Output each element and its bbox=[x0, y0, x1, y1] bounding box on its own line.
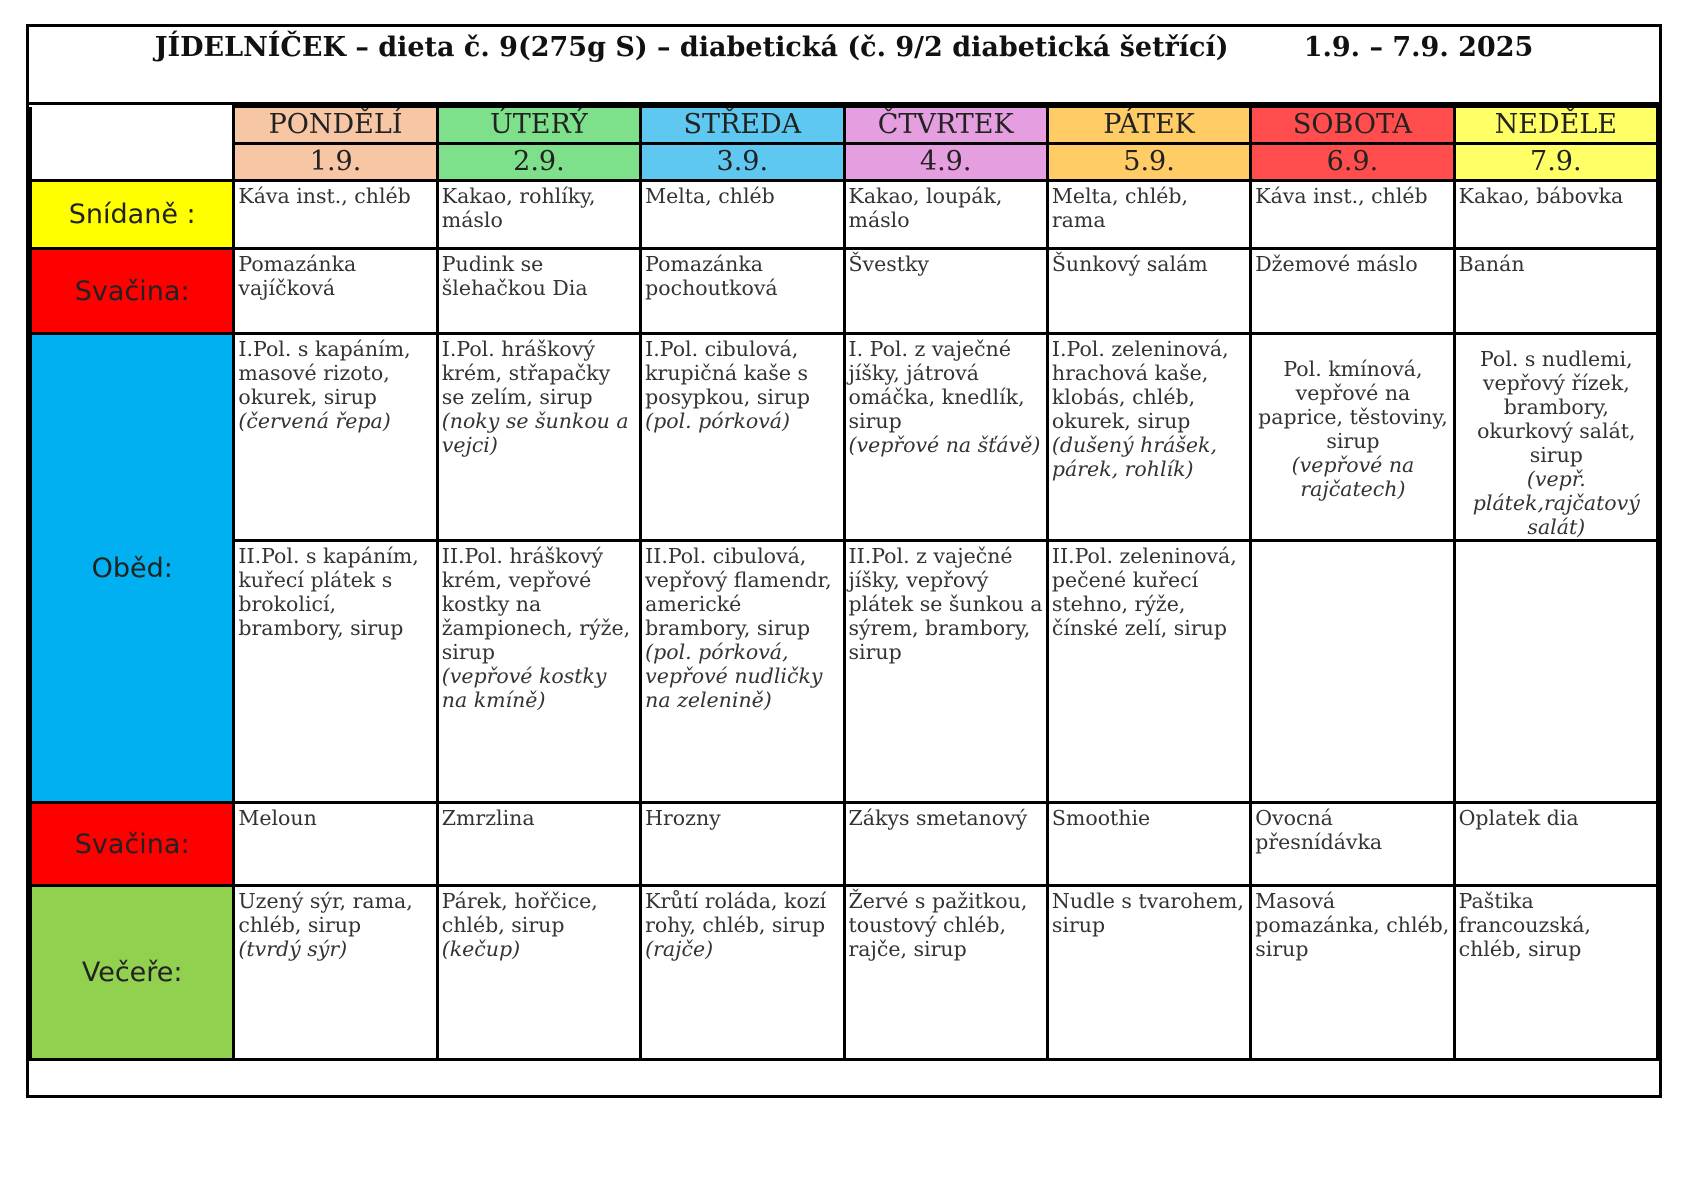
meal-alternative: (vepř. plátek,rajčatový salát) bbox=[1472, 467, 1640, 539]
meal-alternative: (červená řepa) bbox=[238, 409, 391, 433]
day-name-row bbox=[31, 107, 1658, 144]
dinner-cell-monday bbox=[234, 886, 437, 1060]
snack2-cell-thursday bbox=[844, 803, 1047, 886]
lunch-label: Oběd: bbox=[31, 334, 234, 803]
snack1-row bbox=[31, 249, 1658, 334]
breakfast-cell-saturday bbox=[1251, 181, 1454, 249]
day-name-friday: PÁTEK bbox=[1047, 107, 1250, 144]
meal-alternative: (noky se šunkou a vejci) bbox=[441, 409, 629, 457]
meal-text: Pomazánka pochoutková bbox=[645, 252, 778, 300]
meal-text: Banán bbox=[1458, 252, 1525, 276]
meal-text: Pol. s nudlemi, vepřový řízek, brambory, okurkový salát, sirup bbox=[1477, 347, 1636, 467]
meal-text: I. Pol. z vaječné jíšky, játrová omáčka, knedlík, sirup bbox=[848, 337, 1025, 433]
lunch1-cell-saturday bbox=[1251, 334, 1454, 541]
meal-text: II.Pol. cibulová, vepřový flamendr, americké brambory, sirup bbox=[645, 544, 832, 640]
dinner-label: Večeře: bbox=[31, 886, 234, 1060]
dinner-cell-saturday bbox=[1251, 886, 1454, 1060]
day-date-monday: 1.9. bbox=[234, 144, 437, 181]
day-name-monday: PONDĚLÍ bbox=[234, 107, 437, 144]
breakfast-row bbox=[31, 181, 1658, 249]
snack2-label: Svačina: bbox=[31, 803, 234, 886]
lunch1-cell-sunday bbox=[1454, 334, 1657, 541]
meal-alternative: (rajče) bbox=[645, 937, 714, 961]
day-name-wednesday: STŘEDA bbox=[641, 107, 844, 144]
meal-text: Meloun bbox=[238, 806, 317, 830]
meal-text: I.Pol. hráškový krém, střapačky se zelím, sirup bbox=[441, 337, 611, 409]
meal-text: Nudle s tvarohem, sirup bbox=[1051, 889, 1244, 937]
meal-text: Masová pomazánka, chléb, sirup bbox=[1255, 889, 1450, 961]
meal-text: Kakao, bábovka bbox=[1458, 184, 1624, 208]
menu-table bbox=[29, 105, 1659, 1061]
snack1-cell-sunday bbox=[1454, 249, 1657, 334]
meal-text: II.Pol. hráškový krém, vepřové kostky na žampionech, rýže, sirup bbox=[441, 544, 631, 664]
snack1-cell-wednesday bbox=[641, 249, 844, 334]
snack1-cell-tuesday bbox=[437, 249, 640, 334]
snack1-cell-monday bbox=[234, 249, 437, 334]
meal-text: Melta, chléb, rama bbox=[1051, 184, 1189, 232]
meal-text: Pomazánka vajíčková bbox=[238, 252, 357, 300]
meal-alternative: (tvrdý sýr) bbox=[238, 937, 348, 961]
meal-text: II.Pol. z vaječné jíšky, vepřový plátek se šunkou a sýrem, brambory, sirup bbox=[848, 544, 1043, 664]
meal-text: Džemové máslo bbox=[1255, 252, 1418, 276]
lunch-row-1 bbox=[31, 334, 1658, 541]
day-name-thursday: ČTVRTEK bbox=[844, 107, 1047, 144]
meal-text: Smoothie bbox=[1051, 806, 1151, 830]
snack1-label: Svačina: bbox=[31, 249, 234, 334]
snack1-cell-thursday bbox=[844, 249, 1047, 334]
meal-alternative: (vepřové na rajčatech) bbox=[1291, 453, 1415, 501]
meal-text: Pol. kmínová, vepřové na paprice, těstoviny, sirup bbox=[1258, 357, 1448, 453]
meal-alternative: (pol. pórková, vepřové nudličky na zelenině) bbox=[645, 640, 823, 712]
meal-text: Hrozny bbox=[645, 806, 721, 830]
breakfast-cell-monday bbox=[234, 181, 437, 249]
day-date-sunday: 7.9. bbox=[1454, 144, 1657, 181]
snack2-row bbox=[31, 803, 1658, 886]
meal-text: Krůtí roláda, kozí rohy, chléb, sirup bbox=[645, 889, 827, 937]
breakfast-cell-tuesday bbox=[437, 181, 640, 249]
title-row bbox=[29, 27, 1659, 105]
dinner-cell-tuesday bbox=[437, 886, 640, 1060]
lunch2-cell-tuesday bbox=[437, 541, 640, 803]
breakfast-cell-sunday bbox=[1454, 181, 1657, 249]
dinner-cell-wednesday bbox=[641, 886, 844, 1060]
meal-alternative: (kečup) bbox=[441, 937, 521, 961]
dinner-cell-sunday bbox=[1454, 886, 1657, 1060]
meal-text: Zmrzlina bbox=[441, 806, 535, 830]
meal-text: Šunkový salám bbox=[1051, 252, 1208, 276]
day-name-saturday: SOBOTA bbox=[1251, 107, 1454, 144]
lunch1-cell-monday bbox=[234, 334, 437, 541]
meal-alternative: (vepřové na šťávě) bbox=[848, 433, 1041, 457]
dinner-row bbox=[31, 886, 1658, 1060]
lunch1-cell-tuesday bbox=[437, 334, 640, 541]
lunch2-cell-monday bbox=[234, 541, 437, 803]
meal-text: Melta, chléb bbox=[645, 184, 775, 208]
snack1-cell-saturday bbox=[1251, 249, 1454, 334]
snack2-cell-monday bbox=[234, 803, 437, 886]
meal-text: Káva inst., chléb bbox=[238, 184, 411, 208]
meal-alternative: (pol. pórková) bbox=[645, 409, 791, 433]
lunch2-cell-saturday bbox=[1251, 541, 1454, 803]
menu-sheet bbox=[26, 24, 1662, 1098]
day-name-tuesday: ÚTERÝ bbox=[437, 107, 640, 144]
breakfast-cell-wednesday bbox=[641, 181, 844, 249]
lunch2-cell-sunday bbox=[1454, 541, 1657, 803]
day-date-row bbox=[31, 144, 1658, 181]
day-date-friday: 5.9. bbox=[1047, 144, 1250, 181]
snack2-cell-sunday bbox=[1454, 803, 1657, 886]
snack2-cell-wednesday bbox=[641, 803, 844, 886]
meal-text: I.Pol. cibulová, krupičná kaše s posypkou, sirup bbox=[645, 337, 811, 409]
lunch2-cell-wednesday bbox=[641, 541, 844, 803]
page-title: JÍDELNÍČEK – dieta č. 9(275g S) – diabetická (č. 9/2 diabetická šetřící) 1.9. – 7.9. 2025 bbox=[154, 32, 1534, 63]
meal-text: Paštika francouzská, chléb, sirup bbox=[1458, 889, 1591, 961]
dinner-cell-friday bbox=[1047, 886, 1250, 1060]
snack2-cell-saturday bbox=[1251, 803, 1454, 886]
meal-alternative: (vepřové kostky na kmíně) bbox=[441, 664, 607, 712]
lunch2-cell-thursday bbox=[844, 541, 1047, 803]
snack2-cell-friday bbox=[1047, 803, 1250, 886]
day-name-sunday: NEDĚLE bbox=[1454, 107, 1657, 144]
lunch1-cell-friday bbox=[1047, 334, 1250, 541]
meal-text: Párek, hořčice, chléb, sirup bbox=[441, 889, 598, 937]
meal-text: Pudink se šlehačkou Dia bbox=[441, 252, 588, 300]
meal-text: I.Pol. s kapáním, masové rizoto, okurek, sirup bbox=[238, 337, 411, 409]
meal-text: Žervé s pažitkou, toustový chléb, rajče, sirup bbox=[848, 889, 1028, 961]
meal-alternative: (dušený hrášek, párek, rohlík) bbox=[1051, 433, 1217, 481]
meal-text: Ovocná přesnídávka bbox=[1255, 806, 1383, 854]
meal-text: II.Pol. s kapáním, kuřecí plátek s brokolicí, brambory, sirup bbox=[238, 544, 419, 640]
lunch-row-2 bbox=[31, 541, 1658, 803]
meal-text: Káva inst., chléb bbox=[1255, 184, 1428, 208]
lunch1-cell-thursday bbox=[844, 334, 1047, 541]
dinner-cell-thursday bbox=[844, 886, 1047, 1060]
meal-text: Kakao, loupák, máslo bbox=[848, 184, 1003, 232]
lunch1-cell-wednesday bbox=[641, 334, 844, 541]
day-date-thursday: 4.9. bbox=[844, 144, 1047, 181]
meal-text: I.Pol. zeleninová, hrachová kaše, klobás, chléb, okurek, sirup bbox=[1051, 337, 1229, 433]
meal-text: Uzený sýr, rama, chléb, sirup bbox=[238, 889, 413, 937]
meal-text: II.Pol. zeleninová, pečené kuřecí stehno, rýže, čínské zelí, sirup bbox=[1051, 544, 1237, 640]
meal-text: Oplatek dia bbox=[1458, 806, 1579, 830]
breakfast-label: Snídaně : bbox=[31, 181, 234, 249]
breakfast-cell-thursday bbox=[844, 181, 1047, 249]
lunch2-cell-friday bbox=[1047, 541, 1250, 803]
corner-cell bbox=[31, 107, 234, 181]
snack1-cell-friday bbox=[1047, 249, 1250, 334]
day-date-wednesday: 3.9. bbox=[641, 144, 844, 181]
day-date-tuesday: 2.9. bbox=[437, 144, 640, 181]
breakfast-cell-friday bbox=[1047, 181, 1250, 249]
day-date-saturday: 6.9. bbox=[1251, 144, 1454, 181]
meal-text: Zákys smetanový bbox=[848, 806, 1028, 830]
meal-text: Kakao, rohlíky, máslo bbox=[441, 184, 596, 232]
snack2-cell-tuesday bbox=[437, 803, 640, 886]
meal-text: Švestky bbox=[848, 252, 930, 276]
